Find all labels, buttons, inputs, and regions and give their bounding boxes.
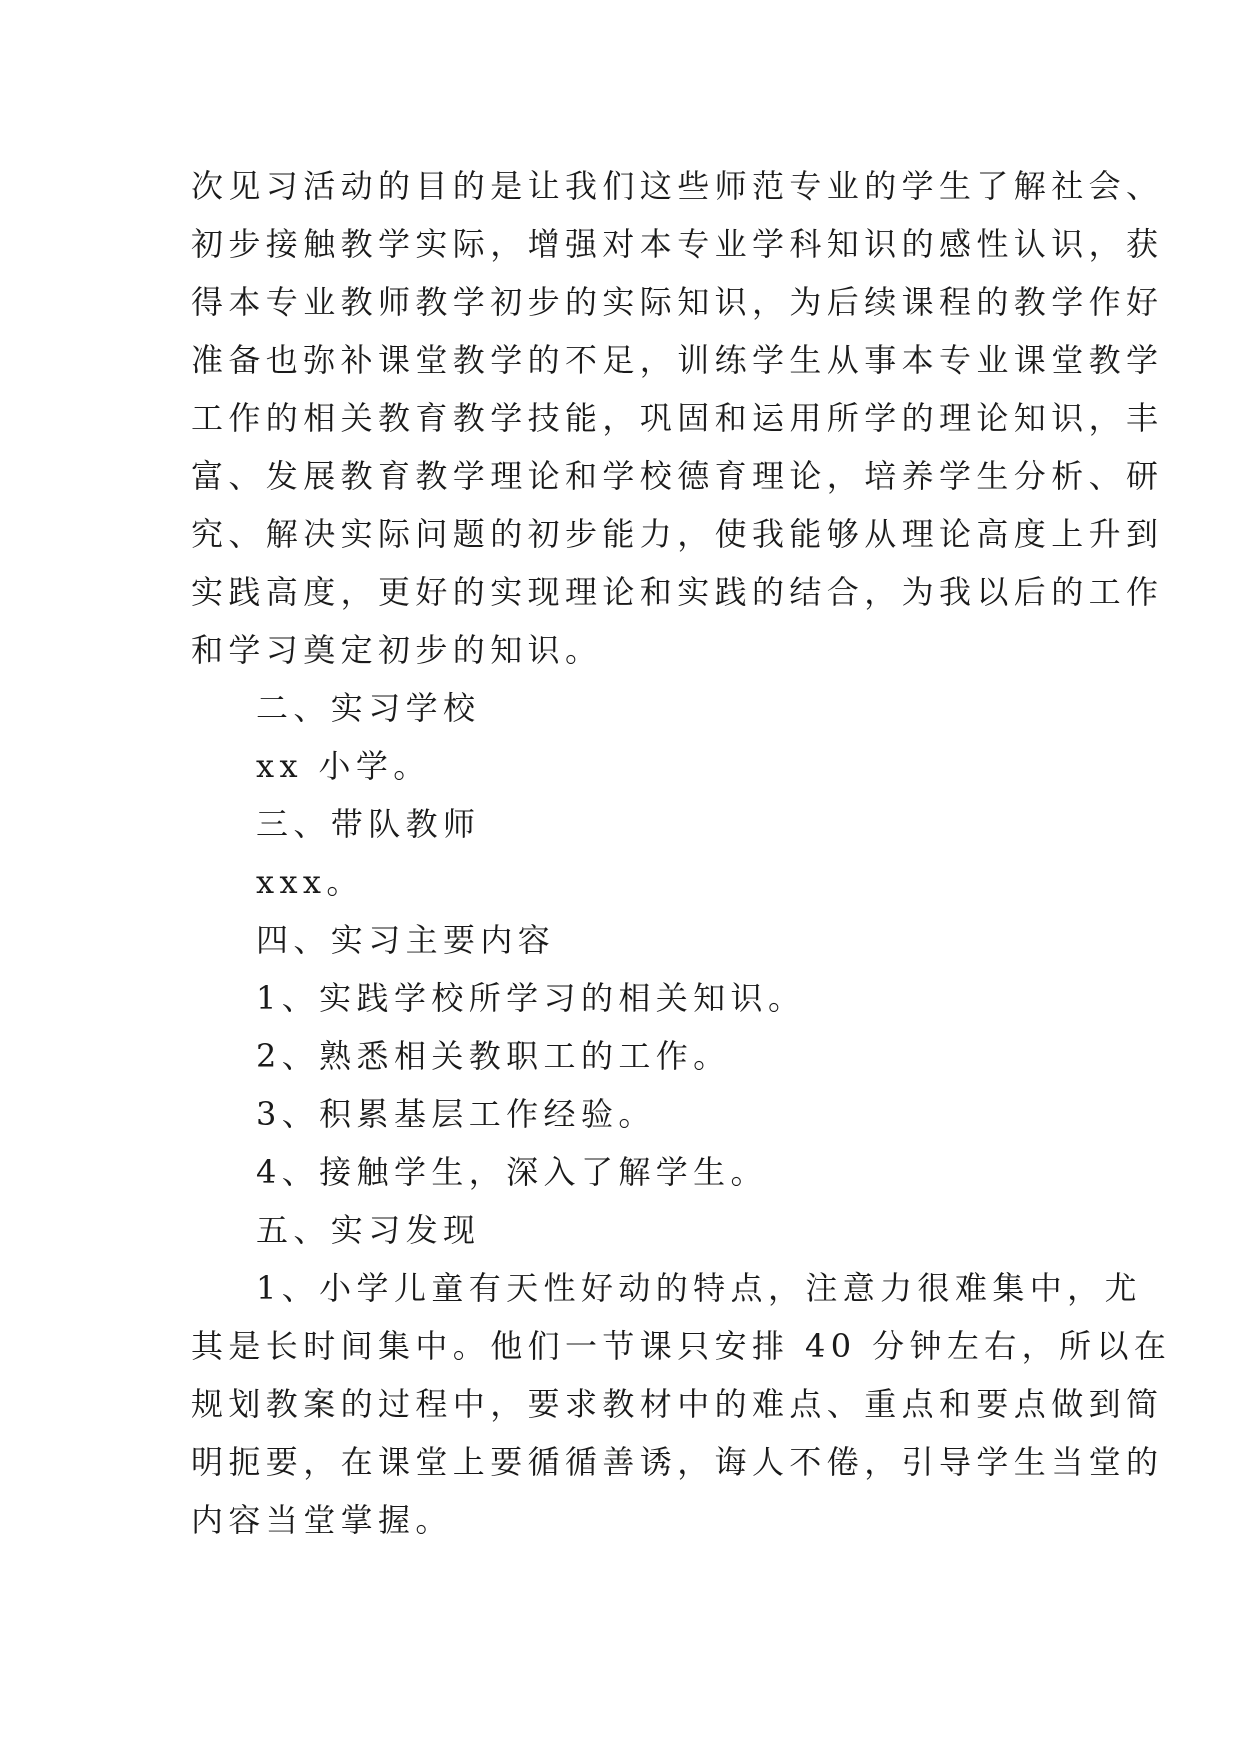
paragraph-line: 和学习奠定初步的知识。 [191, 631, 603, 669]
list-item: 2、熟悉相关教职工的工作。 [256, 1037, 731, 1075]
paragraph-line: 工作的相关教育教学技能，巩固和运用所学的理论知识，丰 [191, 399, 1164, 437]
paragraph-line: 准备也弥补课堂教学的不足，训练学生从事本专业课堂教学 [191, 341, 1164, 379]
paragraph-line: 内容当堂掌握。 [191, 1501, 453, 1539]
section-heading: 五、实习发现 [256, 1211, 481, 1249]
paragraph-line: 1、小学儿童有天性好动的特点，注意力很难集中，尤 [256, 1269, 1142, 1307]
paragraph-line: 明扼要，在课堂上要循循善诱，诲人不倦，引导学生当堂的 [191, 1443, 1164, 1481]
paragraph-line: 次见习活动的目的是让我们这些师范专业的学生了解社会、 [191, 167, 1164, 205]
paragraph-line: 实践高度，更好的实现理论和实践的结合，为我以后的工作 [191, 573, 1164, 611]
paragraph-line: 究、解决实际问题的初步能力，使我能够从理论高度上升到 [191, 515, 1164, 553]
paragraph-line: 其是长时间集中。他们一节课只安排 40 分钟左右，所以在 [191, 1327, 1172, 1365]
section-body: xxx。 [256, 863, 364, 901]
list-item: 3、积累基层工作经验。 [256, 1095, 656, 1133]
list-item: 1、实践学校所学习的相关知识。 [256, 979, 806, 1017]
list-item: 4、接触学生，深入了解学生。 [256, 1153, 768, 1191]
section-heading: 二、实习学校 [256, 689, 481, 727]
paragraph-line: 初步接触教学实际，增强对本专业学科知识的感性认识，获 [191, 225, 1164, 263]
section-heading: 四、实习主要内容 [256, 921, 556, 959]
paragraph-line: 得本专业教师教学初步的实际知识，为后续课程的教学作好 [191, 283, 1164, 321]
paragraph-line: 规划教案的过程中，要求教材中的难点、重点和要点做到简 [191, 1385, 1164, 1423]
section-heading: 三、带队教师 [256, 805, 481, 843]
section-body: xx 小学。 [256, 747, 431, 785]
paragraph-line: 富、发展教育教学理论和学校德育理论，培养学生分析、研 [191, 457, 1164, 495]
